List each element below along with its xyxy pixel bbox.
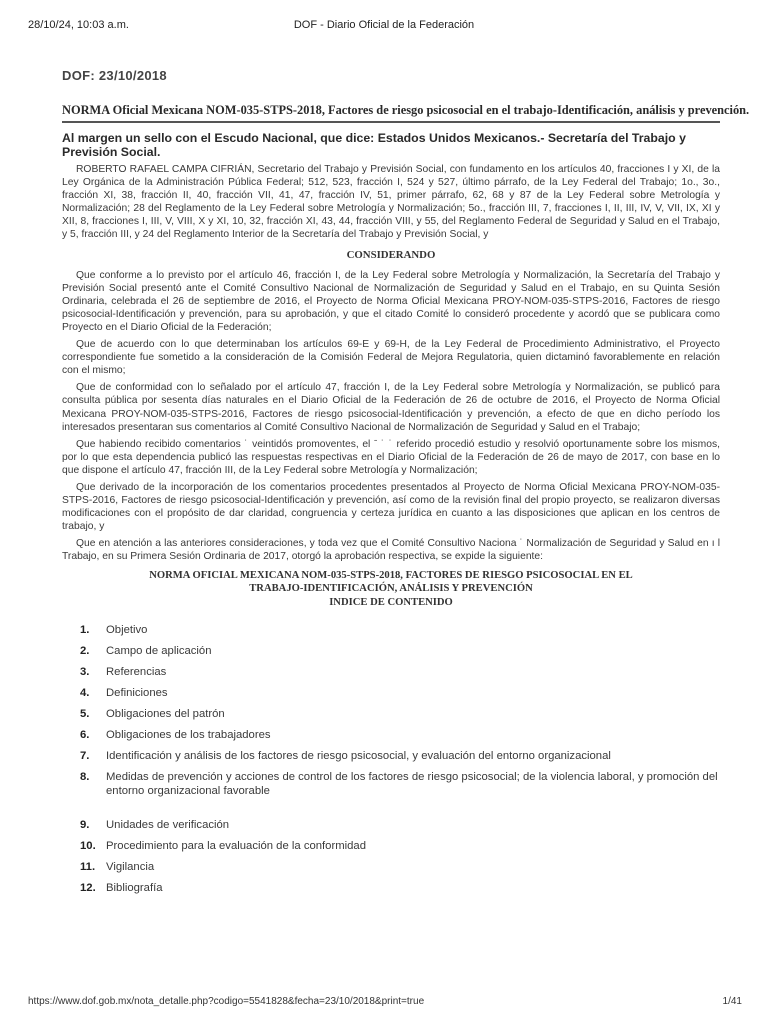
norma-heading-line: NORMA OFICIAL MEXICANA NOM-035-STPS-2018, FACTORES DE RIESGO PSICOSOCIAL EN EL (149, 569, 633, 581)
considerando-heading: CONSIDERANDO (346, 248, 436, 261)
considerando-paragraph: Que de acuerdo con lo que determinaban los artículos 69-E y 69-H, de la Ley Federal de Procedimiento Administrativo, el Proyecto correspondiente fue sometido a la consideración de la Comisión Federal de Mejora Regulatoria, quien dictaminó favorablemente en relación con el mismo; (62, 339, 720, 377)
toc-number: 4. (80, 687, 90, 700)
toc-number: 6. (80, 729, 90, 742)
toc-item (62, 623, 720, 637)
toc-item (62, 644, 720, 658)
toc-label: Obligaciones del patrón (106, 708, 225, 721)
document-page (62, 68, 750, 902)
print-header (0, 0, 768, 40)
toc-number: 1. (80, 624, 90, 637)
toc-number: 9. (80, 819, 90, 832)
considerando-paragraph: Que de conformidad con lo señalado por el artículo 47, fracción I, de la Ley Federal sobre Metrología y Normalización, se publicó para consulta pública por sesenta días naturales en el Diario Oficial de la Federación de 26 de octubre de 2016, el Proyecto de Norma Oficial Mexicana PROY-NOM-035-STPS-2016, Factores de riesgo psicosocial-Identificación y prevención, a efecto de que en dicho período los interesados presentaran sus comentarios al Comité Consultivo Nacional de Normalización de Seguridad y Salud en el Trabajo; (62, 382, 720, 433)
dof-date: DOF: 23/10/2018 (62, 68, 167, 83)
toc-item (62, 839, 720, 853)
toc-label: Identificación y análisis de los factores de riesgo psicosocial, y evaluación del entorno organizacional (106, 750, 611, 763)
toc-item (62, 860, 720, 874)
table-of-contents (62, 623, 720, 895)
intro-paragraph: ROBERTO RAFAEL CAMPA CIFRIÁN, Secretario del Trabajo y Previsión Social, con fundamento en los artículos 40, fracciones I y XI, de la Ley Orgánica de la Administración Pública Federal; 512, 523, fracción I, 524 y 527, último párrafo, de la Ley Federal del Trabajo; 1o., 3o., fracción XI, 38, fracción II, 40, fracción VII, 41, 47, fracción IV, 51, primer párrafo, 62, 68 y 87 de la Ley Federal sobre Metrología y Normalización; 28 del Reglamento de la Ley Federal sobre Metrología y Normalización; 5o., fracción III, 7, fracciones I, II, III, IV, V, VII, IX, XI y XII, 8, fracciones I, III, V, VIII, X y XI, 10, 32, fracción XI, 43, 44, fracción VIII, y 55, del Reglamento Federal de Seguridad y Salud en el Trabajo, y 5, fracción III, y 24 del Reglamento Interior de la Secretaría del Trabajo y Previsión Social, y (62, 164, 720, 241)
toc-number: 8. (80, 771, 90, 784)
margin-note: Al margen un sello con el Escudo Nacional, que dice: Estados Unidos Mexicanos.- Secretaría del Trabajo y Previsión Social. (62, 131, 686, 159)
toc-label: Objetivo (106, 624, 148, 637)
toc-number: 12. (80, 882, 96, 895)
toc-number: 2. (80, 645, 90, 658)
norma-heading-block (62, 569, 720, 610)
toc-label: Definiciones (106, 687, 168, 700)
toc-label: Unidades de verificación (106, 819, 230, 832)
norma-heading-line: TRABAJO-IDENTIFICACIÓN, ANÁLISIS Y PREVENCIÓN (249, 583, 533, 595)
toc-label: Obligaciones de los trabajadores (106, 729, 271, 742)
toc-item (62, 818, 720, 832)
toc-number: 10. (80, 840, 96, 853)
toc-label: Campo de aplicación (106, 645, 212, 658)
toc-number: 7. (80, 750, 90, 763)
toc-item (62, 686, 720, 700)
print-url: https://www.dof.gob.mx/nota_detalle.php?codigo=5541828&fecha=23/10/2018&print=true (28, 996, 425, 1007)
toc-item (62, 728, 720, 742)
considerando-paragraph: Que habiendo recibido comentarios ˙ veintidós promoventes, el ˉ ˙ ˙ referido procedió estudio y resolvió oportunamente sobre los mismos, por lo que esta dependencia publicó las respuestas respectivas en el Diario Oficial de la Federación de 26 de mayo de 2017, con base en lo que dispone el artículo 47, fracción III, de la Ley Federal sobre Metrología y Normalización; (62, 438, 720, 476)
toc-label: Medidas de prevención y acciones de control de los factores de riesgo psicosocial; de la violencia laboral, y promoción del entorno organizacional favorable (106, 771, 718, 798)
page-counter: 1/41 (722, 996, 742, 1007)
toc-item (62, 749, 720, 763)
toc-item (62, 665, 720, 679)
norma-title: NORMA Oficial Mexicana NOM-035-STPS-2018, Factores de riesgo psicosocial en el trabajo-Identificación, análisis y prevención. (62, 103, 720, 123)
toc-item (62, 707, 720, 721)
considerando-paragraph: Que derivado de la incorporación de los comentarios procedentes presentados al Proyecto de Norma Oficial Mexicana PROY-NOM-035-STPS-2016, Factores de riesgo psicosocial-Identificación y prevención, así como de la revisión final del propio proyecto, se realizaron diversas modificaciones con el propósito de dar claridad, congruencia y certeza jurídica en cuanto a las disposiciones que aplican en los centros de trabajo, y (62, 481, 720, 533)
considerando-paragraph: Que conforme a lo previsto por el artículo 46, fracción I, de la Ley Federal sobre Metrología y Normalización, la Secretaría del Trabajo y Previsión Social presentó ante el Comité Consultivo Nacional de Normalización de Seguridad y Salud en el Trabajo, en su Quinta Sesión Ordinaria, celebrada el 26 de septiembre de 2016, el Proyecto de Norma Oficial Mexicana PROY-NOM-035-STPS-2016, Factores de riesgo psicosocial-Identificación y prevención, para su aprobación, y que el citado Comité lo consideró procedente y acordó que se publicara como Proyecto en el Diario Oficial de la Federación; (62, 269, 720, 333)
print-datetime: 28/10/24, 10:03 a.m. (28, 19, 129, 31)
toc-number: 5. (80, 708, 90, 721)
print-page-title: DOF - Diario Oficial de la Federación (293, 19, 475, 31)
considerando-paragraph: Que en atención a las anteriores consideraciones, y toda vez que el Comité Consultivo Naciona ˙ Normalización de Seguridad y Salud en ı l Trabajo, en su Primera Sesión Ordinaria de 2017, otorgó la aprobación respectiva, se expide la siguiente: (62, 538, 720, 563)
toc-item (62, 881, 720, 895)
toc-label: Bibliografía (106, 882, 163, 895)
toc-label: Referencias (106, 666, 167, 679)
toc-label: Procedimiento para la evaluación de la conformidad (106, 840, 366, 853)
toc-number: 3. (80, 666, 90, 679)
indice-heading: INDICE DE CONTENIDO (329, 596, 453, 608)
toc-number: 11. (80, 861, 96, 874)
toc-label: Vigilancia (106, 861, 155, 874)
toc-item (62, 770, 720, 798)
